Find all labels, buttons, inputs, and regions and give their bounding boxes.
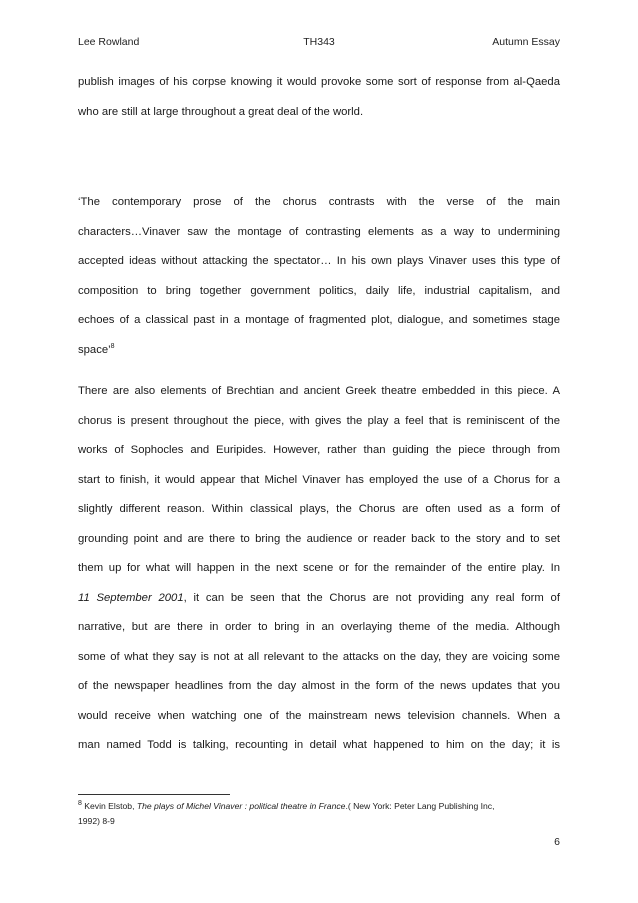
text-line: man named Todd is talking, recounting in detail what happened to him on the day; it is <box>78 739 560 751</box>
page-number: 6 <box>554 836 560 848</box>
text-line: grounding point and are there to bring the audience or reader back to the story and to set <box>78 532 560 545</box>
text-line <box>78 336 560 366</box>
page-header <box>78 36 560 52</box>
header-title: Autumn Essay <box>492 36 560 48</box>
header-course: TH343 <box>303 36 335 48</box>
footnote-book-title: The plays of Michel Vinaver : political theatre in France <box>136 801 346 811</box>
text-line: chorus is present throughout the piece, with gives the play a feel that is reminiscent of the <box>78 414 560 427</box>
text-line-rest: , it can be seen that the Chorus are not providing any real form of <box>183 591 560 604</box>
footnote-line-2: 1992) 8-9 <box>78 816 115 826</box>
footnote-author: Kevin Elstob, <box>81 801 137 811</box>
footnote-publisher: .( New York: Peter Lang Publishing Inc, <box>345 801 495 811</box>
text-line: start to finish, it would appear that Michel Vinaver has employed the use of a Chorus for a <box>78 473 560 486</box>
text-line: some of what they say is not at all relevant to the attacks on the day, they are voicing some <box>78 650 560 663</box>
text-line: who are still at large throughout a great deal of the world. <box>78 105 364 118</box>
footnote-separator <box>78 794 230 795</box>
text-line: slightly different reason. Within classical plays, the Chorus are often used as a form of <box>78 503 560 515</box>
play-title: 11 September 2001 <box>78 591 184 604</box>
text-line: them up for what will happen in the next scene or for the remainder of the entire play. In <box>78 562 560 574</box>
text-line: ‘The contemporary prose of the chorus contrasts with the verse of the main <box>78 196 560 208</box>
footnote-number: 8 <box>78 800 82 808</box>
text-line: echoes of a classical past in a montage of fragmented plot, dialogue, and sometimes stage <box>78 314 560 326</box>
text-line: There are also elements of Brechtian and ancient Greek theatre embedded in this piece. A <box>78 385 560 397</box>
block-quote <box>78 188 560 365</box>
paragraph-1 <box>78 68 560 127</box>
text-line: would receive when watching one of the mainstream news television channels. When a <box>78 709 560 722</box>
paragraph-2 <box>78 377 560 761</box>
quote-end: space’ <box>78 343 111 356</box>
text-line: publish images of his corpse knowing it would provoke some sort of response from al-Qaeda <box>78 76 560 88</box>
text-line: works of Sophocles and Euripides. However, rather than guiding the piece through from <box>78 444 560 456</box>
text-line: accepted ideas without attacking the spectator… In his own plays Vinaver uses this type of <box>78 255 560 267</box>
footnote-line <box>78 799 560 814</box>
header-author: Lee Rowland <box>78 36 140 48</box>
text-line: characters…Vinaver saw the montage of contrasting elements as a way to undermining <box>78 225 560 238</box>
text-line <box>78 584 560 614</box>
footnote <box>78 799 560 829</box>
text-line: narrative, but are there in order to bring in an overlaying theme of the media. Although <box>78 621 560 633</box>
footnote-reference[interactable]: 8 <box>110 342 115 350</box>
text-line: of the newspaper headlines from the day almost in the form of the news updates that you <box>78 680 560 692</box>
text-line: composition to bring together government politics, daily life, industrial capitalism, and <box>78 284 560 297</box>
